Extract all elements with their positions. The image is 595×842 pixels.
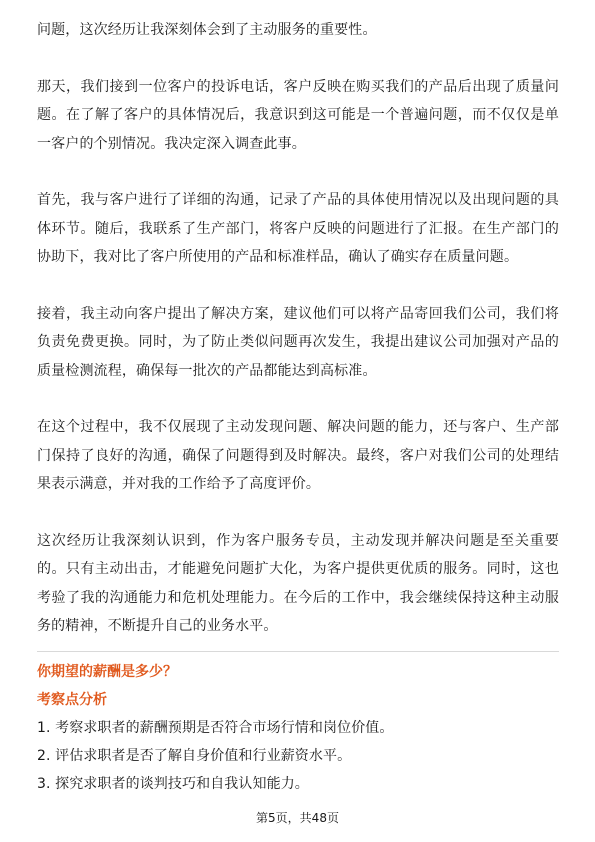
paragraph-gap — [37, 158, 559, 186]
section-divider — [37, 651, 559, 652]
paragraph-gap — [37, 499, 559, 527]
paragraph: 在这个过程中，我不仅展现了主动发现问题、解决问题的能力，还与客户、生产部门保持了良好的沟通，确保了问题得到及时解决。最终，客户对我们公司的处理结果表示满意，并对我的工作给予了高度评价。 — [37, 419, 559, 492]
list-item: 2. 评估求职者是否了解自身价值和行业薪资水平。 — [37, 747, 352, 764]
paragraph: 这次经历让我深刻认识到，作为客户服务专员，主动发现并解决问题是至关重要的。只有主动出击，才能避免问题扩大化，为客户提供更优质的服务。同时，这也考验了我的沟通能力和危机处理能力。在今后的工作中，我会继续保持这种主动服务的精神，不断提升自己的业务水平。 — [37, 532, 559, 634]
analysis-list — [37, 714, 559, 798]
paragraph-gap — [37, 272, 559, 300]
paragraph: 首先，我与客户进行了详细的沟通，记录了产品的具体使用情况以及出现问题的具体环节。随后，我联系了生产部门，将客户反映的问题进行了汇报。在生产部门的协助下，我对比了客户所使用的产品和标准样品，确认了确实存在质量问题。 — [37, 192, 559, 265]
analysis-heading: 考察点分析 — [37, 691, 107, 708]
list-item: 3. 探究求职者的谈判技巧和自我认知能力。 — [37, 775, 309, 792]
paragraph-gap — [37, 385, 559, 413]
question-heading: 你期望的薪酬是多少？ — [37, 663, 177, 680]
paragraph: 问题，这次经历让我深刻体会到了主动服务的重要性。 — [37, 22, 377, 38]
document-body — [37, 16, 559, 798]
paragraph: 那天，我们接到一位客户的投诉电话，客户反映在购买我们的产品后出现了质量问题。在了解了客户的具体情况后，我意识到这可能是一个普遍问题，而不仅仅是单一客户的个别情况。我决定深入调查此事。 — [37, 78, 559, 152]
page-number: 第5页，共48页 — [256, 811, 339, 825]
paragraph: 接着，我主动向客户提出了解决方案，建议他们可以将产品寄回我们公司，我们将负责免费更换。同时，为了防止类似问题再次发生，我提出建议公司加强对产品的质量检测流程，确保每一批次的产品都能达到高标准。 — [37, 305, 559, 379]
paragraph-gap — [37, 45, 559, 73]
list-item: 1. 考察求职者的薪酬预期是否符合市场行情和岗位价值。 — [37, 719, 394, 736]
